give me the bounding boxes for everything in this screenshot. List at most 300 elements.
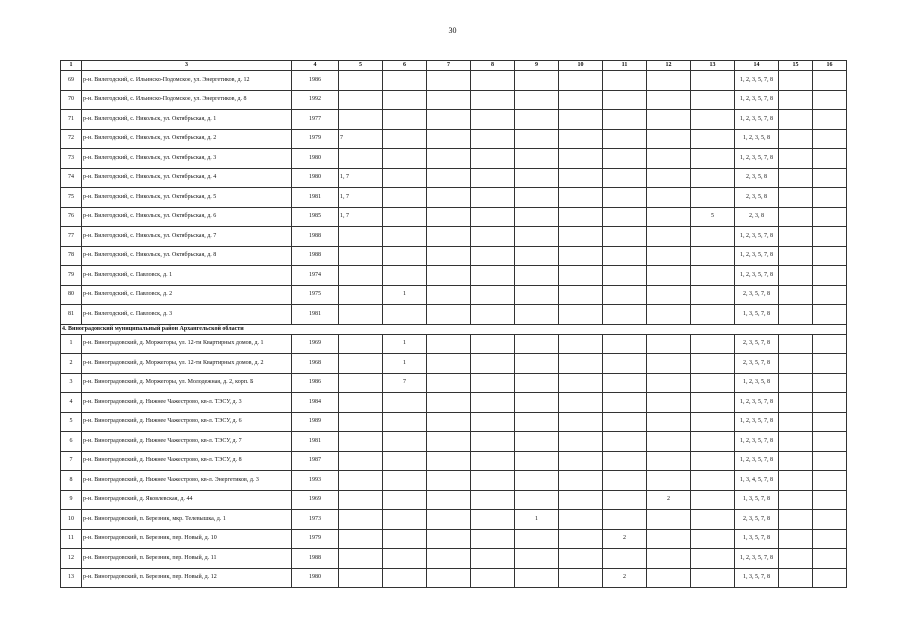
col15-cell (779, 246, 813, 266)
address-cell: р-н. Виноградовский, д. Яковлевская, д. 44 (82, 490, 292, 510)
col13-cell (691, 393, 735, 413)
col6-cell (383, 471, 427, 491)
col15-cell (779, 549, 813, 569)
col13-cell (691, 110, 735, 130)
address-cell: р-н. Вилегодский, с. Никольск, ул. Октябрьская, д. 1 (82, 110, 292, 130)
table-row (61, 246, 847, 266)
col8-cell (471, 490, 515, 510)
col15-cell (779, 451, 813, 471)
col16-cell (813, 149, 847, 169)
table-row (61, 149, 847, 169)
col6-cell (383, 432, 427, 452)
col9-cell (515, 110, 559, 130)
section-title: 4. Виноградовский муниципальный район Архангельской области (61, 324, 847, 334)
col9-cell (515, 246, 559, 266)
col10-cell (559, 354, 603, 374)
table-row (61, 285, 847, 305)
col6-cell (383, 490, 427, 510)
col15-cell (779, 266, 813, 286)
address-cell: р-н. Виноградовский, д. Нижнее Чажестрово, кв-л. ТЭСУ, д. 7 (82, 432, 292, 452)
row-number: 6 (61, 432, 82, 452)
col12-cell (647, 149, 691, 169)
col11-cell (603, 168, 647, 188)
table-row (61, 266, 847, 286)
col5-cell (339, 90, 383, 110)
col9-cell (515, 529, 559, 549)
col11-cell (603, 110, 647, 130)
column-header: 9 (515, 61, 559, 71)
year-cell: 1979 (292, 129, 339, 149)
column-header: 5 (339, 61, 383, 71)
address-cell: р-н. Виноградовский, п. Березник, мкр. Телевышка, д. 1 (82, 510, 292, 530)
col12-cell (647, 90, 691, 110)
col7-cell (427, 490, 471, 510)
col14-cell: 1, 2, 3, 5, 7, 8 (735, 266, 779, 286)
col9-cell (515, 129, 559, 149)
col6-cell (383, 71, 427, 91)
col13-cell (691, 549, 735, 569)
col9-cell (515, 451, 559, 471)
col6-cell (383, 207, 427, 227)
table-row (61, 354, 847, 374)
col16-cell (813, 207, 847, 227)
col13-cell (691, 568, 735, 588)
col14-cell: 1, 3, 5, 7, 8 (735, 490, 779, 510)
col5-cell (339, 149, 383, 169)
col10-cell (559, 246, 603, 266)
col7-cell (427, 71, 471, 91)
col7-cell (427, 510, 471, 530)
col10-cell (559, 432, 603, 452)
col8-cell (471, 549, 515, 569)
col13-cell (691, 168, 735, 188)
col6-cell (383, 188, 427, 208)
col5-cell (339, 432, 383, 452)
col14-cell: 1, 2, 3, 5, 7, 8 (735, 412, 779, 432)
col10-cell (559, 490, 603, 510)
col5-cell (339, 227, 383, 247)
address-cell: р-н. Вилегодский, с. Никольск, ул. Октябрьская, д. 6 (82, 207, 292, 227)
year-cell: 1992 (292, 90, 339, 110)
address-cell: р-н. Вилегодский, с. Павловск, д. 1 (82, 266, 292, 286)
col7-cell (427, 393, 471, 413)
col7-cell (427, 188, 471, 208)
col13-cell (691, 354, 735, 374)
col13-cell (691, 490, 735, 510)
col9-cell (515, 168, 559, 188)
col7-cell (427, 207, 471, 227)
col8-cell (471, 227, 515, 247)
col12-cell (647, 412, 691, 432)
col12-cell (647, 549, 691, 569)
col10-cell (559, 227, 603, 247)
col11-cell (603, 90, 647, 110)
col8-cell (471, 168, 515, 188)
col5-cell (339, 549, 383, 569)
col14-cell: 2, 3, 5, 7, 8 (735, 510, 779, 530)
col8-cell (471, 305, 515, 325)
col11-cell (603, 246, 647, 266)
col12-cell (647, 305, 691, 325)
row-number: 76 (61, 207, 82, 227)
section-row (61, 324, 847, 334)
col12-cell (647, 110, 691, 130)
col7-cell (427, 549, 471, 569)
col6-cell (383, 568, 427, 588)
col8-cell (471, 510, 515, 530)
col8-cell (471, 393, 515, 413)
table-row (61, 490, 847, 510)
address-cell: р-н. Вилегодский, с. Ильинско-Подомское, ул. Энергетиков, д. 12 (82, 71, 292, 91)
address-cell: р-н. Виноградовский, д. Нижнее Чажестрово, кв-л. Энергетиков, д. 3 (82, 471, 292, 491)
address-cell: р-н. Вилегодский, с. Ильинско-Подомское, ул. Энергетиков, д. 8 (82, 90, 292, 110)
col5-cell (339, 71, 383, 91)
col7-cell (427, 227, 471, 247)
col15-cell (779, 207, 813, 227)
col5-cell: 7 (339, 129, 383, 149)
col13-cell (691, 471, 735, 491)
col15-cell (779, 471, 813, 491)
year-cell: 1969 (292, 490, 339, 510)
row-number: 70 (61, 90, 82, 110)
col6-cell (383, 549, 427, 569)
col10-cell (559, 393, 603, 413)
col16-cell (813, 246, 847, 266)
col7-cell (427, 305, 471, 325)
year-cell: 1969 (292, 334, 339, 354)
col7-cell (427, 471, 471, 491)
col9-cell (515, 334, 559, 354)
col5-cell (339, 246, 383, 266)
col15-cell (779, 129, 813, 149)
col5-cell (339, 305, 383, 325)
col14-cell: 1, 2, 3, 5, 7, 8 (735, 432, 779, 452)
address-cell: р-н. Виноградовский, п. Березник, пер. Новый, д. 10 (82, 529, 292, 549)
year-cell: 1980 (292, 168, 339, 188)
col10-cell (559, 149, 603, 169)
col14-cell: 1, 3, 5, 7, 8 (735, 305, 779, 325)
col8-cell (471, 207, 515, 227)
address-cell: р-н. Вилегодский, с. Павловск, д. 2 (82, 285, 292, 305)
col12-cell (647, 568, 691, 588)
col5-cell (339, 568, 383, 588)
col5-cell: 1, 7 (339, 168, 383, 188)
year-cell: 1981 (292, 188, 339, 208)
col8-cell (471, 471, 515, 491)
column-header: 4 (292, 61, 339, 71)
col16-cell (813, 510, 847, 530)
col14-cell: 1, 3, 5, 7, 8 (735, 529, 779, 549)
col16-cell (813, 568, 847, 588)
col9-cell (515, 305, 559, 325)
address-cell: р-н. Вилегодский, с. Никольск, ул. Октябрьская, д. 7 (82, 227, 292, 247)
table-row (61, 549, 847, 569)
address-cell: р-н. Виноградовский, д. Моржегоры, ул. 12-ти Квартирных домов, д. 2 (82, 354, 292, 374)
col9-cell (515, 71, 559, 91)
year-cell: 1986 (292, 373, 339, 393)
col6-cell (383, 266, 427, 286)
col8-cell (471, 354, 515, 374)
col13-cell (691, 334, 735, 354)
col6-cell (383, 412, 427, 432)
col14-cell: 1, 3, 5, 7, 8 (735, 568, 779, 588)
col5-cell (339, 266, 383, 286)
col8-cell (471, 110, 515, 130)
col7-cell (427, 149, 471, 169)
col14-cell: 1, 2, 3, 5, 7, 8 (735, 149, 779, 169)
col13-cell (691, 149, 735, 169)
row-number: 2 (61, 354, 82, 374)
col6-cell (383, 129, 427, 149)
col16-cell (813, 451, 847, 471)
col5-cell (339, 354, 383, 374)
col6-cell (383, 90, 427, 110)
col15-cell (779, 373, 813, 393)
col10-cell (559, 168, 603, 188)
address-cell: р-н. Виноградовский, д. Нижнее Чажестрово, кв-л. ТЭСУ, д. 3 (82, 393, 292, 413)
col12-cell (647, 393, 691, 413)
row-number: 69 (61, 71, 82, 91)
col16-cell (813, 432, 847, 452)
col11-cell (603, 393, 647, 413)
col9-cell (515, 354, 559, 374)
col13-cell (691, 510, 735, 530)
col11-cell (603, 149, 647, 169)
col8-cell (471, 412, 515, 432)
col7-cell (427, 110, 471, 130)
year-cell: 1973 (292, 510, 339, 530)
col13-cell (691, 90, 735, 110)
col13-cell (691, 188, 735, 208)
col9-cell (515, 471, 559, 491)
col9-cell (515, 149, 559, 169)
col15-cell (779, 529, 813, 549)
col13-cell (691, 129, 735, 149)
column-header: 11 (603, 61, 647, 71)
year-cell: 1985 (292, 207, 339, 227)
address-cell: р-н. Виноградовский, п. Березник, пер. Новый, д. 12 (82, 568, 292, 588)
col5-cell (339, 393, 383, 413)
row-number: 4 (61, 393, 82, 413)
col7-cell (427, 266, 471, 286)
col12-cell (647, 71, 691, 91)
col16-cell (813, 529, 847, 549)
col7-cell (427, 246, 471, 266)
col11-cell (603, 354, 647, 374)
address-cell: р-н. Виноградовский, п. Березник, пер. Новый, д. 11 (82, 549, 292, 569)
col9-cell (515, 373, 559, 393)
col9-cell (515, 188, 559, 208)
col5-cell (339, 334, 383, 354)
col11-cell (603, 305, 647, 325)
table-row (61, 129, 847, 149)
year-cell: 1988 (292, 227, 339, 247)
table-body-vilegodsky (61, 71, 847, 325)
table-row (61, 432, 847, 452)
address-cell: р-н. Вилегодский, с. Никольск, ул. Октябрьская, д. 5 (82, 188, 292, 208)
col16-cell (813, 334, 847, 354)
table-row (61, 110, 847, 130)
address-cell: р-н. Виноградовский, д. Нижнее Чажестрово, кв-л. ТЭСУ, д. 6 (82, 412, 292, 432)
col9-cell (515, 393, 559, 413)
col7-cell (427, 285, 471, 305)
table-row (61, 188, 847, 208)
col13-cell (691, 285, 735, 305)
col16-cell (813, 129, 847, 149)
col14-cell: 1, 2, 3, 5, 7, 8 (735, 71, 779, 91)
col14-cell: 2, 3, 5, 8 (735, 188, 779, 208)
address-cell: р-н. Вилегодский, с. Павловск, д. 3 (82, 305, 292, 325)
col5-cell (339, 373, 383, 393)
col15-cell (779, 412, 813, 432)
address-cell: р-н. Виноградовский, д. Моржегоры, ул. Молодежная, д. 2, корп. Б (82, 373, 292, 393)
col12-cell (647, 510, 691, 530)
col5-cell: 1, 7 (339, 207, 383, 227)
col10-cell (559, 412, 603, 432)
col14-cell: 1, 2, 3, 5, 7, 8 (735, 451, 779, 471)
col16-cell (813, 490, 847, 510)
col9-cell (515, 266, 559, 286)
address-cell: р-н. Вилегодский, с. Никольск, ул. Октябрьская, д. 3 (82, 149, 292, 169)
column-header: 6 (383, 61, 427, 71)
col6-cell (383, 110, 427, 130)
col15-cell (779, 71, 813, 91)
col10-cell (559, 549, 603, 569)
col15-cell (779, 110, 813, 130)
col8-cell (471, 285, 515, 305)
year-cell: 1989 (292, 412, 339, 432)
col12-cell (647, 334, 691, 354)
table-row (61, 373, 847, 393)
col15-cell (779, 188, 813, 208)
col14-cell: 1, 2, 3, 5, 8 (735, 129, 779, 149)
row-number: 5 (61, 412, 82, 432)
col16-cell (813, 471, 847, 491)
col7-cell (427, 568, 471, 588)
table-body-vinogradovsky (61, 334, 847, 588)
col9-cell: 1 (515, 510, 559, 530)
col6-cell: 1 (383, 285, 427, 305)
row-number: 11 (61, 529, 82, 549)
year-cell: 1981 (292, 432, 339, 452)
year-cell: 1975 (292, 285, 339, 305)
row-number: 13 (61, 568, 82, 588)
year-cell: 1988 (292, 246, 339, 266)
col9-cell (515, 285, 559, 305)
col15-cell (779, 490, 813, 510)
col15-cell (779, 393, 813, 413)
col11-cell: 2 (603, 568, 647, 588)
col14-cell: 2, 3, 5, 7, 8 (735, 285, 779, 305)
col5-cell (339, 110, 383, 130)
table-row (61, 568, 847, 588)
col8-cell (471, 188, 515, 208)
col15-cell (779, 354, 813, 374)
col14-cell: 2, 3, 5, 7, 8 (735, 334, 779, 354)
col15-cell (779, 305, 813, 325)
col7-cell (427, 354, 471, 374)
col11-cell (603, 490, 647, 510)
col10-cell (559, 207, 603, 227)
col12-cell (647, 129, 691, 149)
year-cell: 1980 (292, 568, 339, 588)
col11-cell (603, 373, 647, 393)
col6-cell (383, 168, 427, 188)
col6-cell: 1 (383, 334, 427, 354)
row-number: 78 (61, 246, 82, 266)
col15-cell (779, 149, 813, 169)
col6-cell (383, 246, 427, 266)
col9-cell (515, 432, 559, 452)
col13-cell (691, 373, 735, 393)
col8-cell (471, 266, 515, 286)
row-number: 9 (61, 490, 82, 510)
col11-cell (603, 471, 647, 491)
col10-cell (559, 373, 603, 393)
col5-cell (339, 510, 383, 530)
table-row (61, 168, 847, 188)
col6-cell: 7 (383, 373, 427, 393)
col14-cell: 1, 2, 3, 5, 7, 8 (735, 393, 779, 413)
col14-cell: 1, 3, 4, 5, 7, 8 (735, 471, 779, 491)
row-number: 7 (61, 451, 82, 471)
row-number: 80 (61, 285, 82, 305)
year-cell: 1984 (292, 393, 339, 413)
col12-cell (647, 168, 691, 188)
table-row (61, 90, 847, 110)
address-cell: р-н. Вилегодский, с. Никольск, ул. Октябрьская, д. 2 (82, 129, 292, 149)
col7-cell (427, 129, 471, 149)
col15-cell (779, 568, 813, 588)
col12-cell (647, 529, 691, 549)
page-number: 30 (448, 26, 457, 35)
col15-cell (779, 334, 813, 354)
col11-cell (603, 334, 647, 354)
col7-cell (427, 90, 471, 110)
col5-cell: 1, 7 (339, 188, 383, 208)
col16-cell (813, 266, 847, 286)
table-row (61, 412, 847, 432)
column-header: 12 (647, 61, 691, 71)
col8-cell (471, 432, 515, 452)
col12-cell (647, 451, 691, 471)
col10-cell (559, 510, 603, 530)
row-number: 10 (61, 510, 82, 530)
col16-cell (813, 227, 847, 247)
col11-cell (603, 129, 647, 149)
col6-cell (383, 149, 427, 169)
col7-cell (427, 334, 471, 354)
year-cell: 1986 (292, 71, 339, 91)
col10-cell (559, 568, 603, 588)
row-number: 1 (61, 334, 82, 354)
col8-cell (471, 71, 515, 91)
col12-cell (647, 354, 691, 374)
row-number: 12 (61, 549, 82, 569)
col13-cell: 5 (691, 207, 735, 227)
col16-cell (813, 305, 847, 325)
col11-cell (603, 227, 647, 247)
col11-cell (603, 432, 647, 452)
col14-cell: 1, 2, 3, 5, 7, 8 (735, 227, 779, 247)
col6-cell (383, 227, 427, 247)
col16-cell (813, 188, 847, 208)
col13-cell (691, 227, 735, 247)
col5-cell (339, 529, 383, 549)
col15-cell (779, 168, 813, 188)
col11-cell (603, 412, 647, 432)
col16-cell (813, 168, 847, 188)
